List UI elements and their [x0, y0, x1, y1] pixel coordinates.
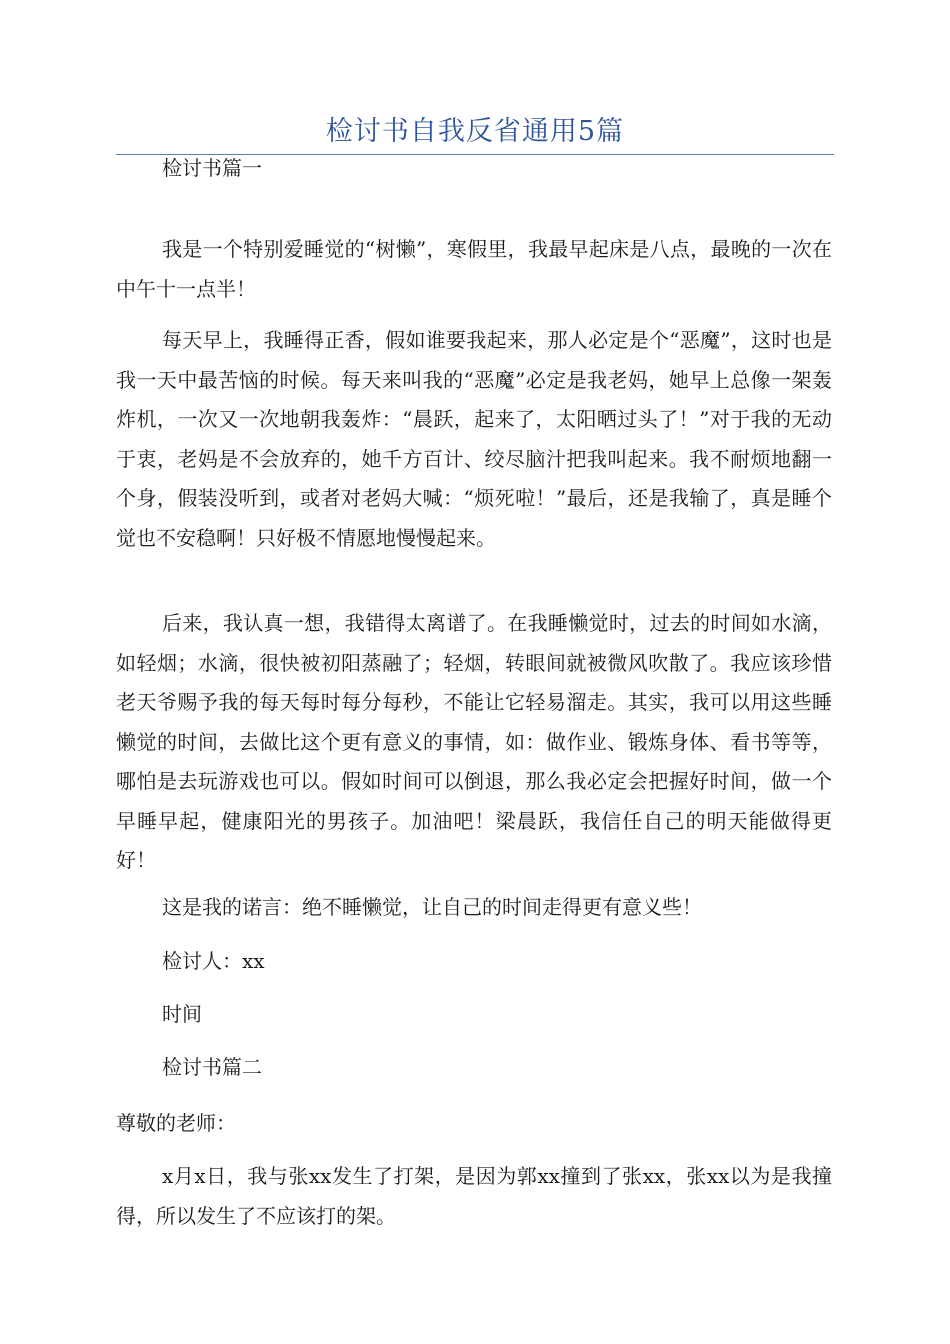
document-title: 检讨书自我反省通用5篇 — [325, 116, 625, 147]
body-paragraph: 这是我的诺言：绝不睡懒觉，让自己的时间走得更有意义些！ — [162, 895, 702, 919]
body-paragraph: 每天早上，我睡得正香，假如谁要我起来，那人必定是个“恶魔”，这时也是我一天中最苦恼的时候。每天来叫我的“恶魔”必定是我老妈，她早上总像一架轰炸机，一次又一次地朝我轰炸：“晨跃，起来了，太阳晒过头了！”对于我的无动于衷，老妈是不会放弃的，她千方百计、绞尽脑汁把我叫起来。我不耐烦地翻一个身，假装没听到，或者对老妈大喊：“烦死啦！”最后，还是我输了，真是睡个觉也不安稳啊！只好极不情愿地慢慢起来。 — [116, 328, 832, 550]
body-paragraph: x月x日，我与张xx发生了打架，是因为郭xx撞到了张xx，张xx以为是我撞得，所以发生了不应该打的架。 — [116, 1164, 832, 1228]
signature-line: 检讨人：xx — [162, 949, 265, 973]
salutation: 尊敬的老师： — [116, 1111, 236, 1135]
section-heading-2: 检讨书篇二 — [162, 1055, 262, 1079]
section-heading-1: 检讨书篇一 — [162, 156, 262, 180]
date-line: 时间 — [162, 1002, 202, 1026]
body-paragraph: 我是一个特别爱睡觉的“树懒”，寒假里，我最早起床是八点，最晚的一次在中午十一点半！ — [116, 237, 832, 301]
body-paragraph: 后来，我认真一想，我错得太离谱了。在我睡懒觉时，过去的时间如水滴，如轻烟；水滴，很快被初阳蒸融了；轻烟，转眼间就被微风吹散了。我应该珍惜老天爷赐予我的每天每时每分每秒，不能让它轻易溜走。其实，我可以用这些睡懒觉的时间，去做比这个更有意义的事情，如：做作业、锻炼身体、看书等等，哪怕是去玩游戏也可以。假如时间可以倒退，那么我必定会把握好时间，做一个早睡早起，健康阳光的男孩子。加油吧！梁晨跃，我信任自己的明天能做得更好！ — [116, 611, 832, 872]
